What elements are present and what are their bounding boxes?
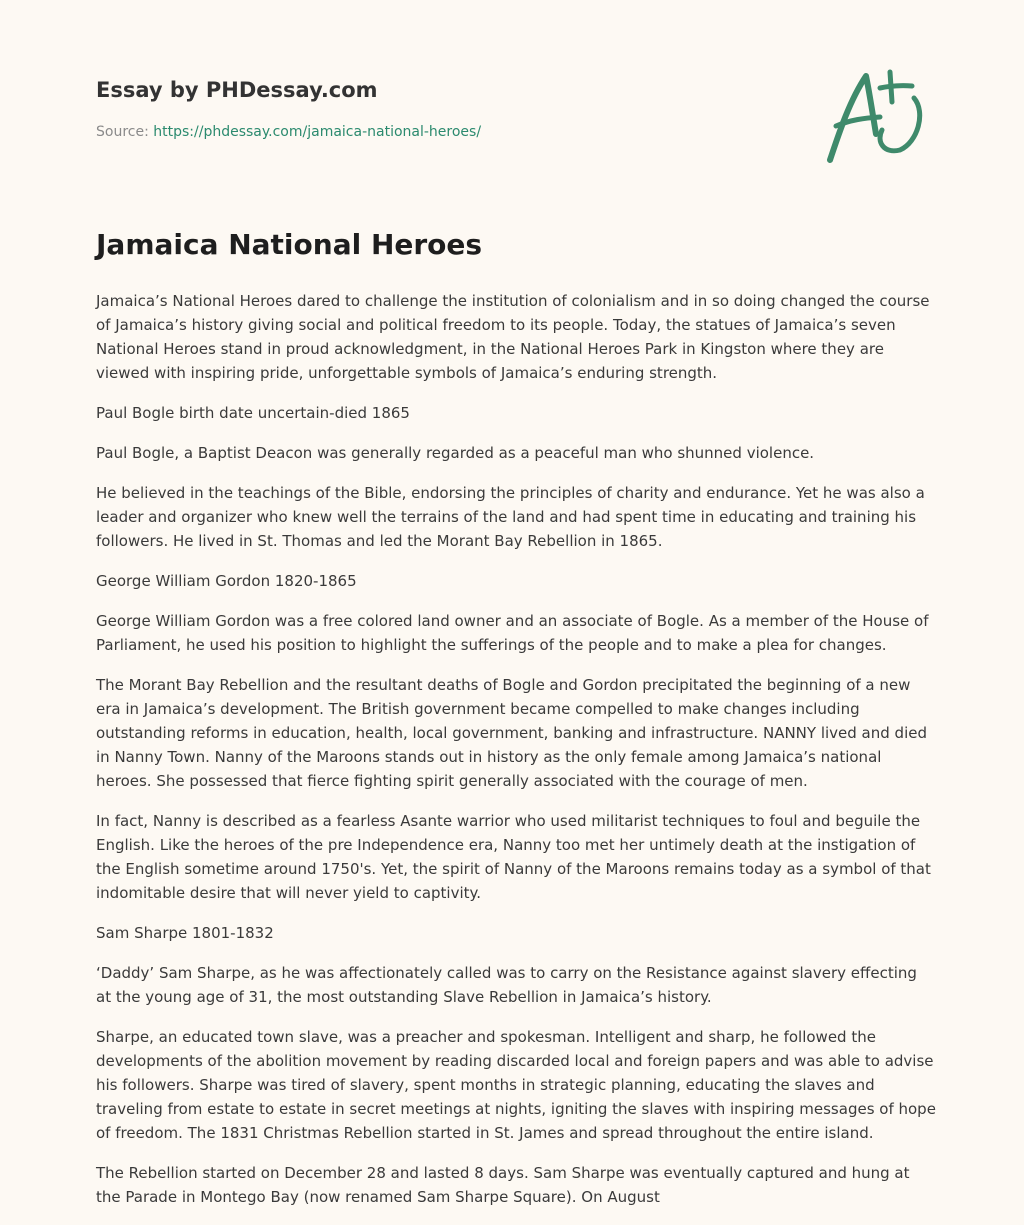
- essay-body: [96, 289, 936, 1209]
- essay-paragraph: Sharpe, an educated town slave, was a preacher and spokesman. Intelligent and sharp, he followed the developments of the abolition movement by reading discarded local and foreign papers and was able to advise his followers. Sharpe was tired of slavery, spent months in strategic planning, educating the slaves and traveling from estate to estate in secret meetings at nights, igniting the slaves with inspiring messages of hope of freedom. The 1831 Christmas Rebellion started in St. James and spread throughout the entire island.: [96, 1028, 936, 1142]
- essay-paragraph: In fact, Nanny is described as a fearless Asante warrior who used militarist techniques to foul and beguile the English. Like the heroes of the pre Independence era, Nanny too met her untimely death at the instigation of the English sometime around 1750's. Yet, the spirit of Nanny of the Maroons remains today as a symbol of that indomitable desire that will never yield to captivity.: [96, 812, 931, 902]
- essay-paragraph: ‘Daddy’ Sam Sharpe, as he was affectionately called was to carry on the Resistance against slavery effecting at the young age of 31, the most outstanding Slave Rebellion in Jamaica’s history.: [96, 964, 917, 1006]
- site-title: Essay by PHDessay.com: [96, 78, 378, 102]
- source-line: [96, 122, 796, 142]
- essay-paragraph: The Rebellion started on December 28 and lasted 8 days. Sam Sharpe was eventually captured and hung at the Parade in Montego Bay (now renamed Sam Sharpe Square). On August: [96, 1164, 910, 1206]
- essay-content: [96, 225, 936, 1225]
- essay-paragraph: George William Gordon was a free colored land owner and an associate of Bogle. As a member of the House of Parliament, he used his position to highlight the sufferings of the people and to make a plea for changes.: [96, 612, 929, 654]
- essay-paragraph: Paul Bogle birth date uncertain-died 1865: [96, 404, 410, 422]
- essay-paragraph: The Morant Bay Rebellion and the resultant deaths of Bogle and Gordon precipitated the beginning of a new era in Jamaica’s development. The British government became compelled to make changes including outstanding reforms in education, health, local government, banking and infrastructure. NANNY lived and died in Nanny Town. Nanny of the Maroons stands out in history as the only female among Jamaica’s national heroes. She possessed that fierce fighting spirit generally associated with the courage of men.: [96, 676, 927, 790]
- essay-paragraph: Sam Sharpe 1801-1832: [96, 924, 274, 942]
- essay-paragraph: He believed in the teachings of the Bible, endorsing the principles of charity and endurance. Yet he was also a leader and organizer who knew well the terrains of the land and had spent time in educating and training his followers. He lived in St. Thomas and led the Morant Bay Rebellion in 1865.: [96, 484, 925, 550]
- essay-paragraph: George William Gordon 1820-1865: [96, 572, 357, 590]
- essay-title: Jamaica National Heroes: [96, 228, 483, 261]
- page-header: [96, 75, 796, 142]
- source-label: Source:: [96, 124, 154, 140]
- essay-paragraph: Jamaica’s National Heroes dared to challenge the institution of colonialism and in so doing changed the course of Jamaica’s history giving social and political freedom to its people. Today, the statues of Jamaica’s seven National Heroes stand in proud acknowledgment, in the National Heroes Park in Kingston where they are viewed with inspiring pride, unforgettable symbols of Jamaica’s enduring strength.: [96, 292, 930, 382]
- source-link[interactable]: https://phdessay.com/jamaica-national-heroes/: [153, 124, 482, 140]
- essay-paragraph: Paul Bogle, a Baptist Deacon was generally regarded as a peaceful man who shunned violence.: [96, 444, 815, 462]
- a-plus-grade-icon: [820, 68, 930, 168]
